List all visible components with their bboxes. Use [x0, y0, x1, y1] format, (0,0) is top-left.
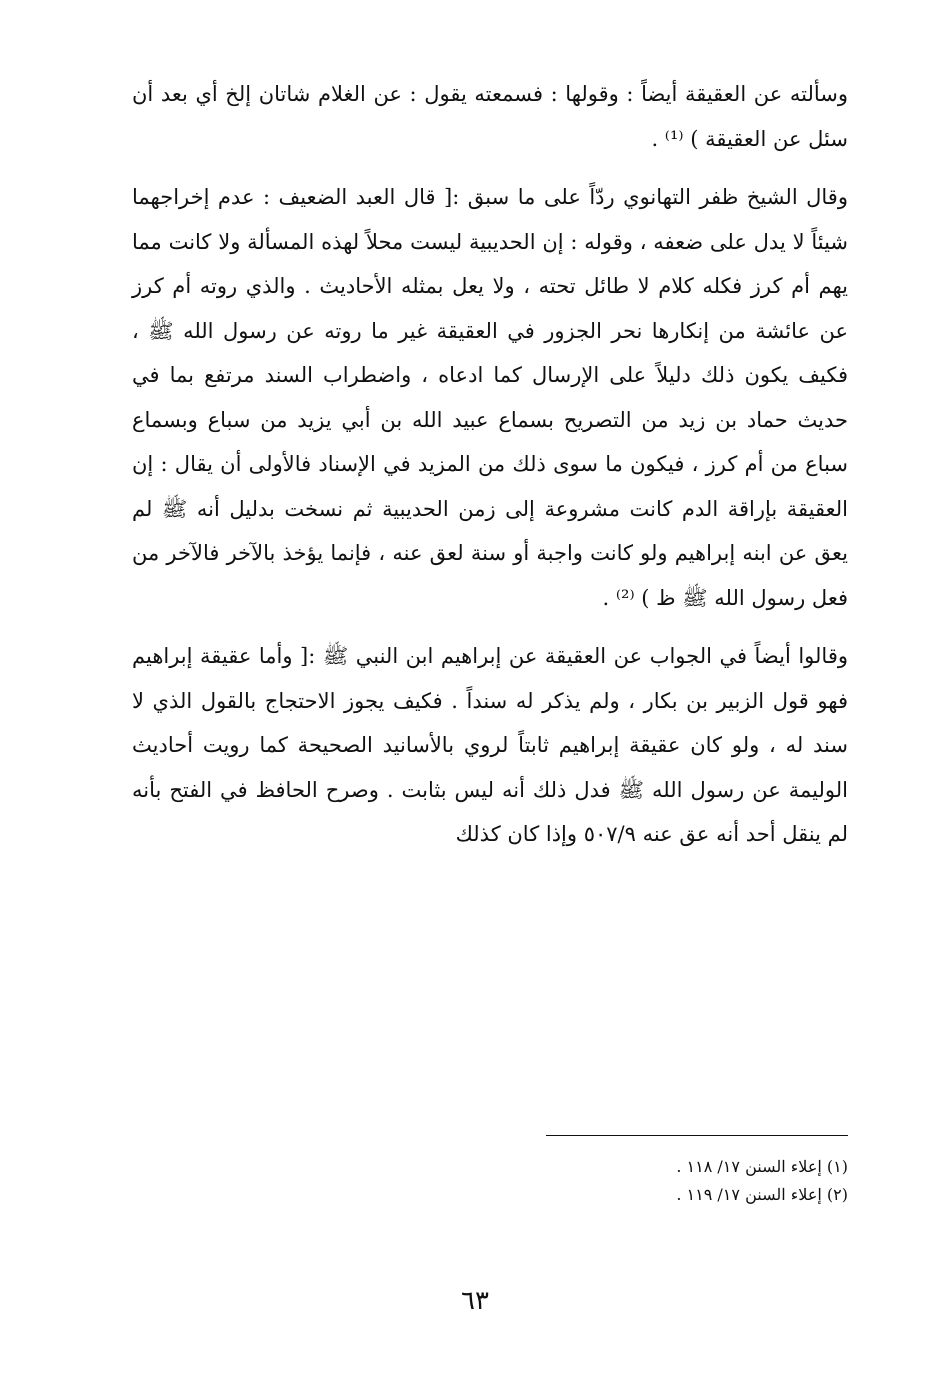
main-text: [132, 72, 848, 871]
paragraph-1: وسألته عن العقيقة أيضاً : وقولها : فسمعته يقول : عن الغلام شاتان إلخ أي بعد أن سئل عن العقيقة ) ⁽¹⁾ .: [132, 82, 848, 151]
footnotes: [420, 1153, 848, 1209]
paragraph-3: وقالوا أيضاً في الجواب عن العقيقة عن إبراهيم ابن النبي ﷺ :[ وأما عقيقة إبراهيم فهو قول الزبير بن بكار ، ولم يذكر له سنداً . فكيف يجوز الاحتجاج بالقول الذي لا سند له ، ولو كان عقيقة إبراهيم ثابتاً لروي بالأسانيد الصحيحة كما رويت أحاديث الوليمة عن رسول الله ﷺ فدل ذلك أنه ليس بثابت . وصرح الحافظ في الفتح بأنه لم ينقل أحد أنه عق عنه ٥٠٧/٩ وإذا كان كذلك: [132, 644, 848, 846]
footnote-2: (٢) إعلاء السنن ١٧/ ١١٩ .: [676, 1185, 848, 1204]
footnote-separator: [546, 1135, 848, 1136]
page-number: ٦٣: [461, 1286, 489, 1316]
paragraph-2: وقال الشيخ ظفر التهانوي ردّاً على ما سبق :[ قال العبد الضعيف : عدم إخراجهما شيئاً لا يدل على ضعفه ، وقوله : إن الحديبية ليست محلاً لهذه المسألة ولا كانت مما يهم أم كرز فكله كلام لا طائل تحته ، ولا يعل بمثله الأحاديث . والذي روته أم كرز عن عائشة من إنكارها نحر الجزور في العقيقة غير ما روته عن رسول الله ﷺ ، فكيف يكون ذلك دليلاً على الإرسال كما ادعاه ، واضطراب السند مرتفع بما في حديث حماد بن زيد من التصريح بسماع عبيد الله بن أبي يزيد من سباع وبسماع سباع من أم كرز ، فيكون ما سوى ذلك من المزيد في الإسناد فالأولى أن يقال : إن العقيقة بإراقة الدم كانت مشروعة إلى زمن الحديبية ثم نسخت بدليل أنه ﷺ لم يعق عن ابنه إبراهيم ولو كانت واجبة أو سنة لعق عنه ، فإنما يؤخذ بالآخر فالآخر من فعل رسول الله ﷺ ظ ) ⁽²⁾ .: [132, 185, 848, 610]
footnote-1: (١) إعلاء السنن ١٧/ ١١٨ .: [676, 1157, 848, 1176]
